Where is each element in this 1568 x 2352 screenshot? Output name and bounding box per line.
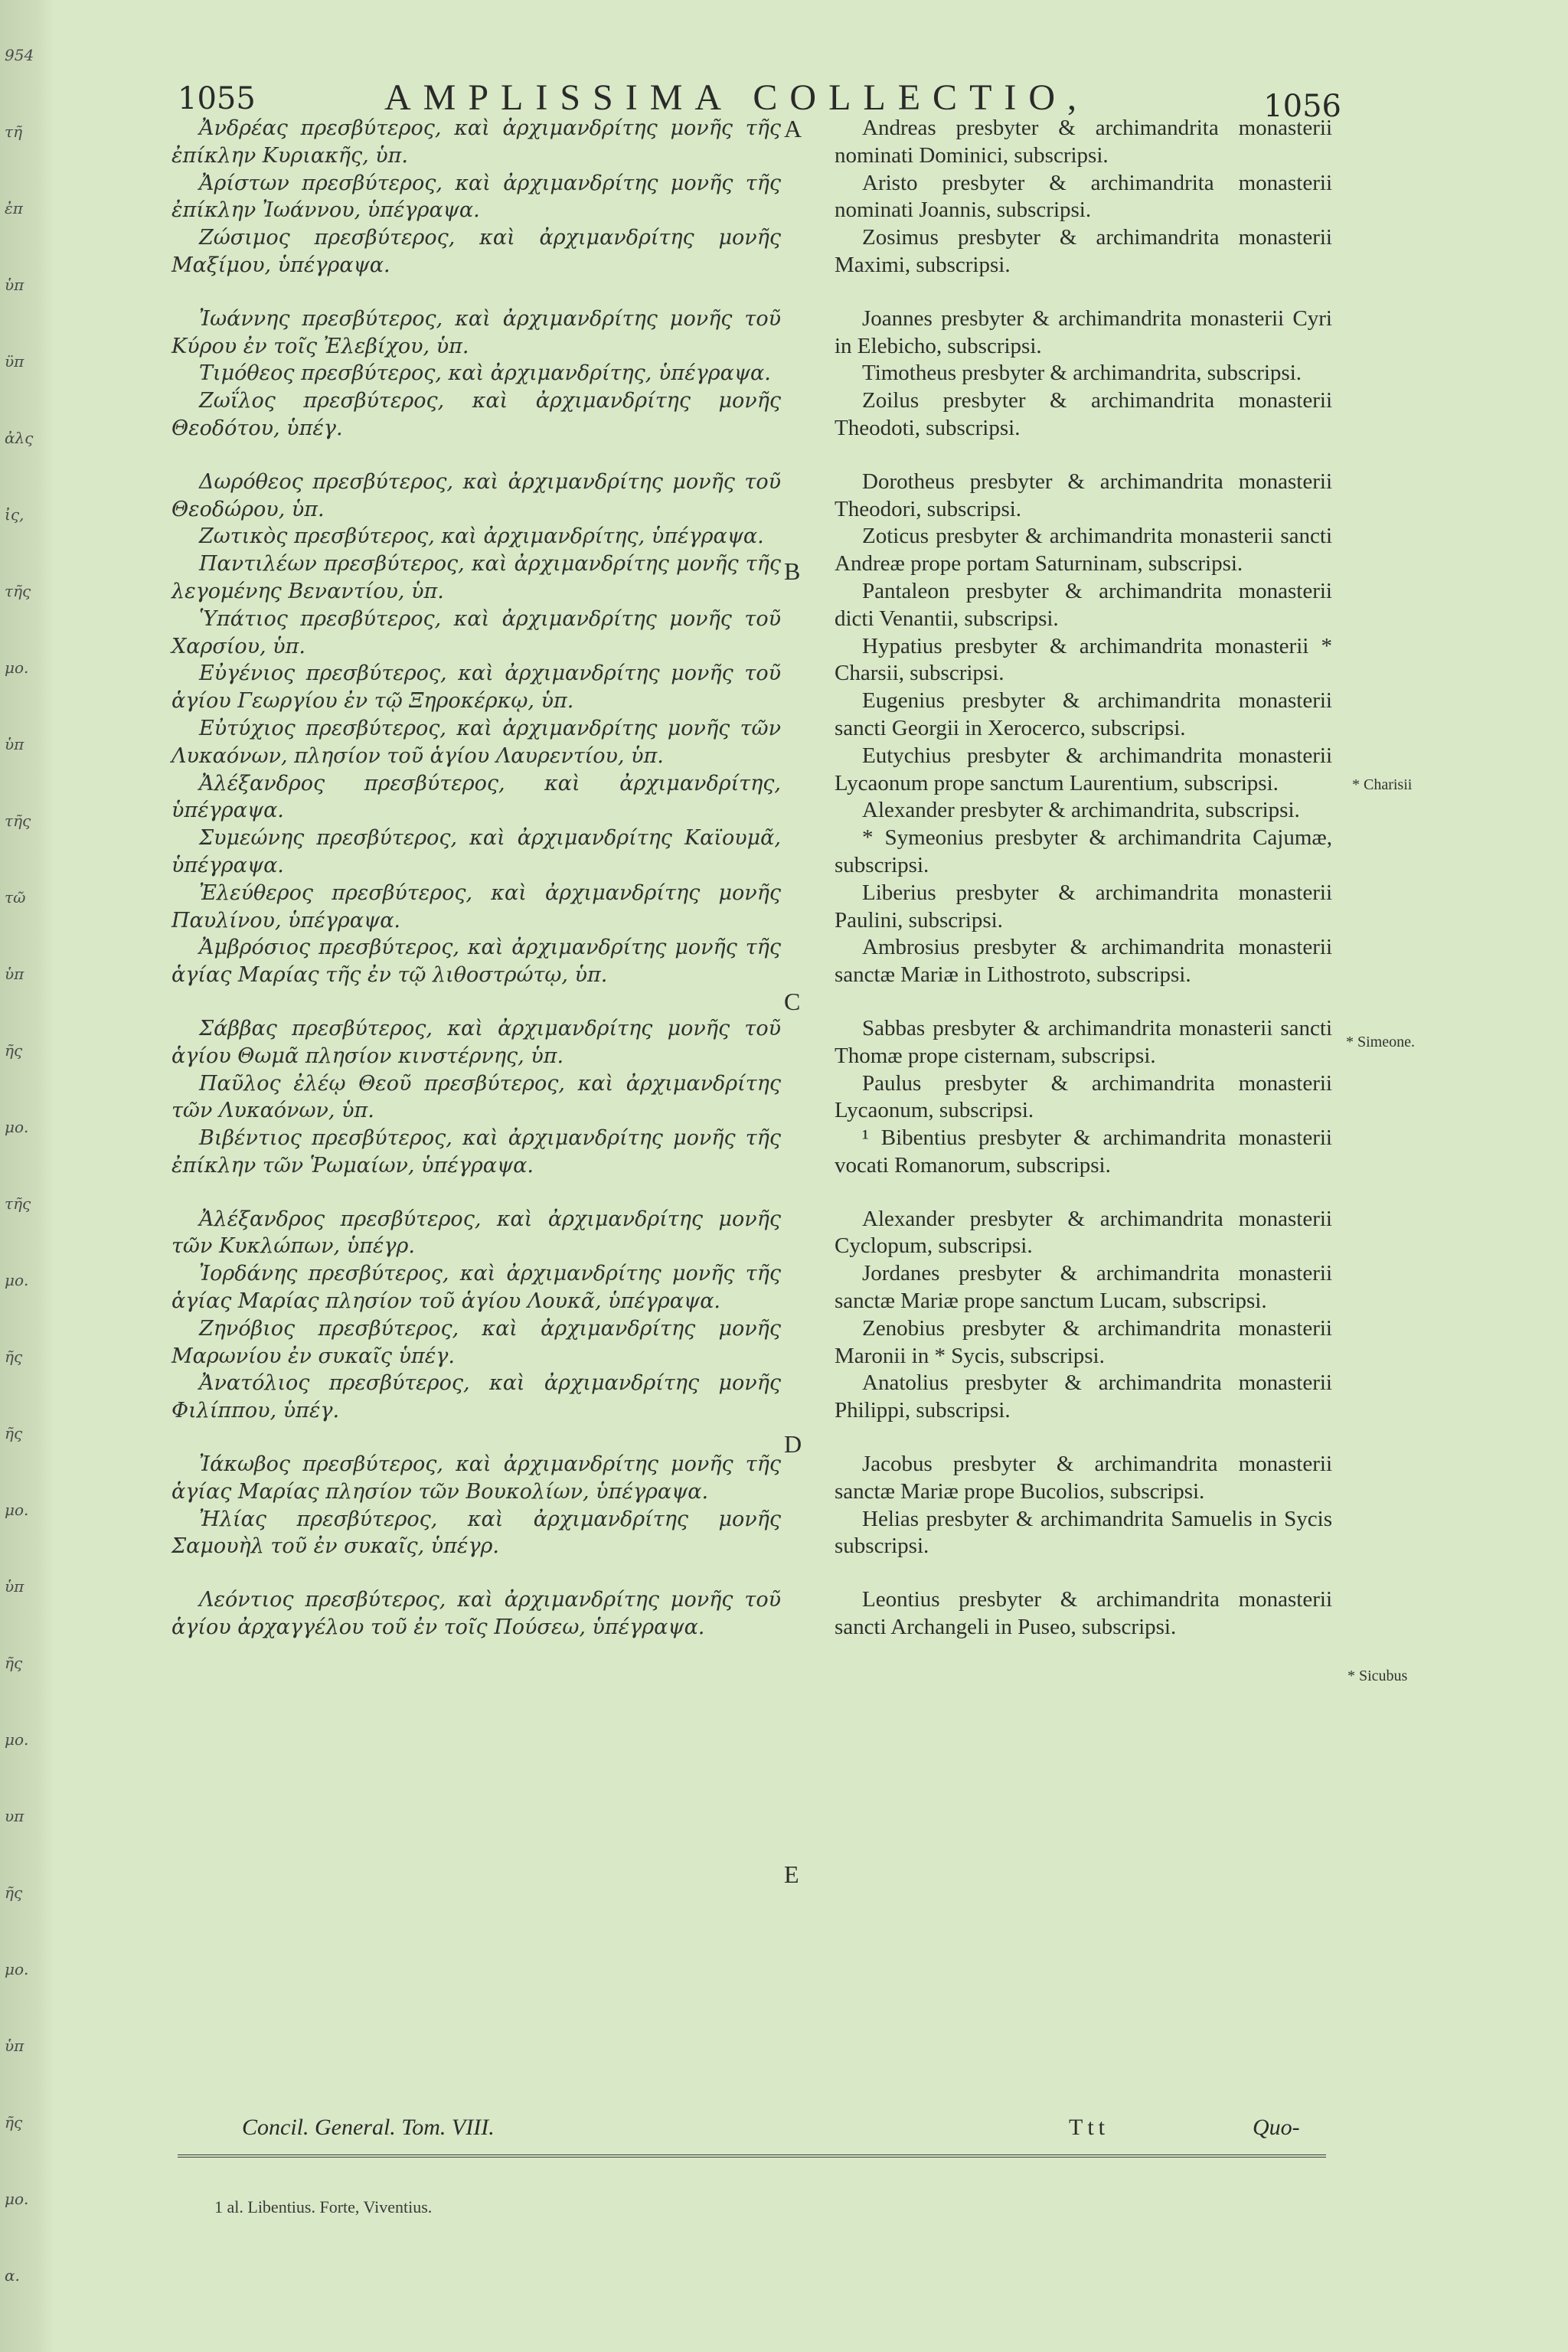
- greek-entry: Ἰορδάνης πρεσβύτερος, καὶ ἀρχιμανδρίτης μονῆς τῆς ἁγίας Μαρίας πλησίον τοῦ ἁγίου Λουκᾶ, ὑπέγραψα.: [172, 1262, 781, 1314]
- latin-entry: Alexander presbyter & archimandrita monasterii Cyclopum, subscripsi.: [835, 1206, 1332, 1259]
- page-number-right: 1056: [1263, 89, 1341, 124]
- latin-entry: Jacobus presbyter & archimandrita monasterii sanctæ Mariæ prope Bucolios, subscripsi.: [835, 1452, 1332, 1504]
- facing-page-fragment: τῆς: [5, 812, 31, 830]
- latin-entry: ¹ Bibentius presbyter & archimandrita monasterii vocati Romanorum, subscripsi.: [835, 1125, 1332, 1178]
- greek-entry: Δωρόθεος πρεσβύτερος, καὶ ἀρχιμανδρίτης μονῆς τοῦ Θεοδώρου, ὑπ.: [172, 469, 781, 521]
- greek-entry: Παντιλέων πρεσβύτερος, καὶ ἀρχιμανδρίτης μονῆς τῆς λεγομένης Βεναντίου, ὑπ.: [172, 552, 781, 603]
- facing-page-fragment: ὑπ: [5, 2037, 24, 2055]
- margin-letter-a: A: [784, 115, 802, 142]
- latin-entry: * Symeonius presbyter & archimandrita Cajumæ, subscripsi.: [835, 825, 1332, 877]
- latin-entry: Zoticus presbyter & archimandrita monasterii sancti Andreæ prope portam Saturninam, subscripsi.: [835, 524, 1332, 577]
- margin-letter-d: D: [784, 1430, 802, 1458]
- facing-page-fragment: ϋπ: [5, 352, 24, 371]
- facing-page-fragment: ῆς: [5, 1041, 23, 1060]
- facing-page-fragment: τῆς: [5, 1194, 31, 1213]
- latin-entry: Zoilus presbyter & archimandrita monasterii Theodoti, subscripsi.: [835, 388, 1332, 440]
- facing-page-fragment: α.: [5, 2266, 20, 2285]
- facing-page-strip: [0, 0, 54, 2352]
- facing-page-fragment: ὑπ: [5, 965, 24, 983]
- greek-entry: Ζωΐλος πρεσβύτερος, καὶ ἀρχιμανδρίτης μονῆς Θεοδότου, ὑπέγ.: [172, 389, 781, 440]
- greek-entry: Ἐλεύθερος πρεσβύτερος, καὶ ἀρχιμανδρίτης μονῆς Παυλίνου, ὑπέγραψα.: [172, 880, 781, 933]
- latin-entry: Timotheus presbyter & archimandrita, subscripsi.: [862, 361, 1302, 386]
- greek-entry: Ὑπάτιος πρεσβύτερος, καὶ ἀρχιμανδρίτης μονῆς τοῦ Χαρσίου, ὑπ.: [172, 606, 781, 658]
- latin-entry: Jordanes presbyter & archimandrita monasterii sanctæ Mariæ prope sanctum Lucam, subscripsi.: [835, 1261, 1332, 1314]
- latin-entry: Aristo presbyter & archimandrita monasterii nominati Joannis, subscripsi.: [835, 170, 1332, 223]
- latin-entry: Pantaleon presbyter & archimandrita monasterii dicti Venantii, subscripsi.: [835, 578, 1332, 631]
- latin-entry: Paulus presbyter & archimandrita monasterii Lycaonum, subscripsi.: [835, 1070, 1332, 1123]
- facing-page-fragment: ῆς: [5, 2113, 23, 2132]
- facing-page-fragment: μο.: [5, 1730, 29, 1749]
- greek-entry: Ἀνατόλιος πρεσβύτερος, καὶ ἀρχιμανδρίτης μονῆς Φιλίππου, ὑπέγ.: [172, 1371, 781, 1423]
- greek-entry: Σάββας πρεσβύτερος, καὶ ἀρχιμανδρίτης μονῆς τοῦ ἁγίου Θωμᾶ πλησίον κινστέρνης, ὑπ.: [172, 1016, 781, 1068]
- facing-page-fragment: μο.: [5, 658, 29, 677]
- footer-volume: Concil. General. Tom. VIII.: [242, 2115, 495, 2140]
- facing-page-fragment: μο.: [5, 1118, 29, 1136]
- facing-page-fragment: τῆς: [5, 582, 31, 600]
- greek-entry: Ἰάκωβος πρεσβύτερος, καὶ ἀρχιμανδρίτης μονῆς τῆς ἁγίας Μαρίας πλησίον τῶν Βουκολίων, ὑπέγραψα.: [172, 1452, 781, 1504]
- latin-entry: Alexander presbyter & archimandrita, subscripsi.: [862, 798, 1300, 823]
- footer-signature: Ttt: [1069, 2115, 1109, 2140]
- facing-page-fragment: ὑπ: [5, 1577, 24, 1596]
- greek-entry: Ἀρίστων πρεσβύτερος, καὶ ἀρχιμανδρίτης μονῆς τῆς ἐπίκλην Ἰωάννου, ὑπέγραψα.: [172, 171, 781, 223]
- greek-entry: Λεόντιος πρεσβύτερος, καὶ ἀρχιμανδρίτης μονῆς τοῦ ἁγίου ἀρχαγγέλου τοῦ ἐν τοῖς Πούσεω, ὑπέγραψα.: [172, 1588, 781, 1640]
- latin-entry: Helias presbyter & archimandrita Samuelis in Sycis subscripsi.: [835, 1506, 1332, 1559]
- greek-entry: Συμεώνης πρεσβύτερος, καὶ ἀρχιμανδρίτης Καϊουμᾶ, ὑπέγραψα.: [172, 826, 781, 877]
- facing-page-fragment: ἐπ: [5, 199, 23, 217]
- facing-page-fragment: ῆς: [5, 1883, 23, 1902]
- latin-entry: Zosimus presbyter & archimandrita monasterii Maximi, subscripsi.: [835, 225, 1332, 277]
- page-number-left: 1055: [178, 81, 256, 116]
- greek-entry: Ἠλίας πρεσβύτερος, καὶ ἀρχιμανδρίτης μονῆς Σαμουὴλ τοῦ ἐν συκαῖς, ὑπέγρ.: [172, 1507, 781, 1559]
- footnote-rule: [178, 2154, 1326, 2158]
- facing-page-fragment: ἰς,: [5, 505, 24, 524]
- latin-entry: Eutychius presbyter & archimandrita monasterii Lycaonum prope sanctum Laurentium, subscripsi.: [835, 743, 1332, 795]
- facing-page-fragment: ὑπ: [5, 276, 24, 294]
- greek-entry: Τιμόθεος πρεσβύτερος, καὶ ἀρχιμανδρίτης, ὑπέγραψα.: [199, 361, 771, 386]
- side-note-sicubus: * Sicubus: [1348, 1668, 1408, 1684]
- latin-entry: Sabbas presbyter & archimandrita monasterii sancti Thomæ prope cisternam, subscripsi.: [835, 1015, 1332, 1068]
- footnote: 1 al. Libentius. Forte, Viventius.: [214, 2197, 433, 2216]
- facing-page-fragment: ὑπ: [5, 735, 24, 753]
- greek-entry: Εὐγένιος πρεσβύτερος, καὶ ἀρχιμανδρίτης μονῆς τοῦ ἁγίου Γεωργίου ἐν τῷ Ξηροκέρκῳ, ὑπ.: [172, 662, 781, 714]
- latin-entry: Hypatius presbyter & archimandrita monasterii * Charsii, subscripsi.: [835, 633, 1332, 686]
- side-note-charisii: * Charisii: [1352, 776, 1413, 793]
- latin-entry: Leontius presbyter & archimandrita monasterii sancti Archangeli in Puseo, subscripsi.: [835, 1587, 1332, 1640]
- greek-entry: Ἀλέξανδρος πρεσβύτερος, καὶ ἀρχιμανδρίτης, ὑπέγραψα.: [172, 771, 781, 823]
- latin-entry: Liberius presbyter & archimandrita monasterii Paulini, subscripsi.: [835, 880, 1332, 933]
- facing-page-fragment: ἀλς: [5, 429, 34, 447]
- margin-letter-b: B: [784, 557, 801, 585]
- greek-entry: Ζωτικὸς πρεσβύτερος, καὶ ἀρχιμανδρίτης, ὑπέγραψα.: [199, 524, 764, 549]
- facing-page-fragment: τῶ: [5, 888, 26, 906]
- greek-entry: Ἀλέξανδρος πρεσβύτερος, καὶ ἀρχιμανδρίτης μονῆς τῶν Κυκλώπων, ὑπέγρ.: [172, 1207, 781, 1259]
- facing-page-fragment: ῆς: [5, 1348, 23, 1366]
- latin-entry: Zenobius presbyter & archimandrita monasterii Maronii in * Sycis, subscripsi.: [835, 1315, 1332, 1368]
- latin-entry: Anatolius presbyter & archimandrita monasterii Philippi, subscripsi.: [835, 1370, 1332, 1423]
- greek-entry: Ζηνόβιος πρεσβύτερος, καὶ ἀρχιμανδρίτης μονῆς Μαρωνίου ἐν συκαῖς ὑπέγ.: [172, 1316, 781, 1368]
- greek-entry: Παῦλος ἐλέῳ Θεοῦ πρεσβύτερος, καὶ ἀρχιμανδρίτης τῶν Λυκαόνων, ὑπ.: [172, 1071, 781, 1123]
- facing-page-fragment: υπ: [5, 1807, 24, 1825]
- latin-entry: Andreas presbyter & archimandrita monasterii nominati Dominici, subscripsi.: [835, 116, 1332, 168]
- facing-page-fragment: 954: [5, 46, 34, 64]
- greek-entry: Ζώσιμος πρεσβύτερος, καὶ ἀρχιμανδρίτης μονῆς Μαξίμου, ὑπέγραψα.: [172, 226, 781, 277]
- margin-letter-e: E: [784, 1860, 799, 1888]
- latin-column: [835, 115, 1332, 1642]
- running-header: [178, 75, 1341, 124]
- greek-column: [172, 115, 781, 1642]
- facing-page-fragment: μο.: [5, 1271, 29, 1289]
- facing-page-fragment: ῆς: [5, 1424, 23, 1442]
- greek-entry: Ἰωάννης πρεσβύτερος, καὶ ἀρχιμανδρίτης μονῆς τοῦ Κύρου ἐν τοῖς Ἐλεβίχου, ὑπ.: [172, 306, 781, 358]
- page-footer: [242, 2115, 1314, 2148]
- greek-entry: Ἀνδρέας πρεσβύτερος, καὶ ἀρχιμανδρίτης μονῆς τῆς ἐπίκλην Κυριακῆς, ὑπ.: [172, 116, 781, 168]
- latin-entry: Dorotheus presbyter & archimandrita monasterii Theodori, subscripsi.: [835, 469, 1332, 521]
- greek-entry: Βιβέντιος πρεσβύτερος, καὶ ἀρχιμανδρίτης μονῆς τῆς ἐπίκλην τῶν Ῥωμαίων, ὑπέγραψα.: [172, 1126, 781, 1178]
- facing-page-fragment: τῆ: [5, 122, 23, 141]
- facing-page-fragment: μο.: [5, 1960, 29, 1978]
- greek-entry: Ἀμβρόσιος πρεσβύτερος, καὶ ἀρχιμανδρίτης μονῆς τῆς ἁγίας Μαρίας τῆς ἐν τῷ λιθοστρώτῳ, ὑπ.: [172, 936, 781, 988]
- facing-page-fragment: μο.: [5, 1501, 29, 1519]
- facing-page-fragment: μο.: [5, 2190, 29, 2208]
- latin-entry: Eugenius presbyter & archimandrita monasterii sancti Georgii in Xerocerco, subscripsi.: [835, 688, 1332, 740]
- latin-entry: Ambrosius presbyter & archimandrita monasterii sanctæ Mariæ in Lithostroto, subscripsi.: [835, 935, 1332, 988]
- footer-catchword: Quo-: [1253, 2115, 1300, 2140]
- margin-letter-c: C: [784, 988, 801, 1015]
- latin-entry: Joannes presbyter & archimandrita monasterii Cyri in Elebicho, subscripsi.: [835, 305, 1332, 358]
- page-title: AMPLISSIMA COLLECTIO,: [384, 77, 1089, 118]
- greek-entry: Εὐτύχιος πρεσβύτερος, καὶ ἀρχιμανδρίτης μονῆς τῶν Λυκαόνων, πλησίον τοῦ ἁγίου Λαυρεντίου, ὑπ.: [172, 716, 781, 768]
- facing-page-fragment: ῆς: [5, 1654, 23, 1672]
- side-note-simeone: * Simeone.: [1346, 1034, 1415, 1050]
